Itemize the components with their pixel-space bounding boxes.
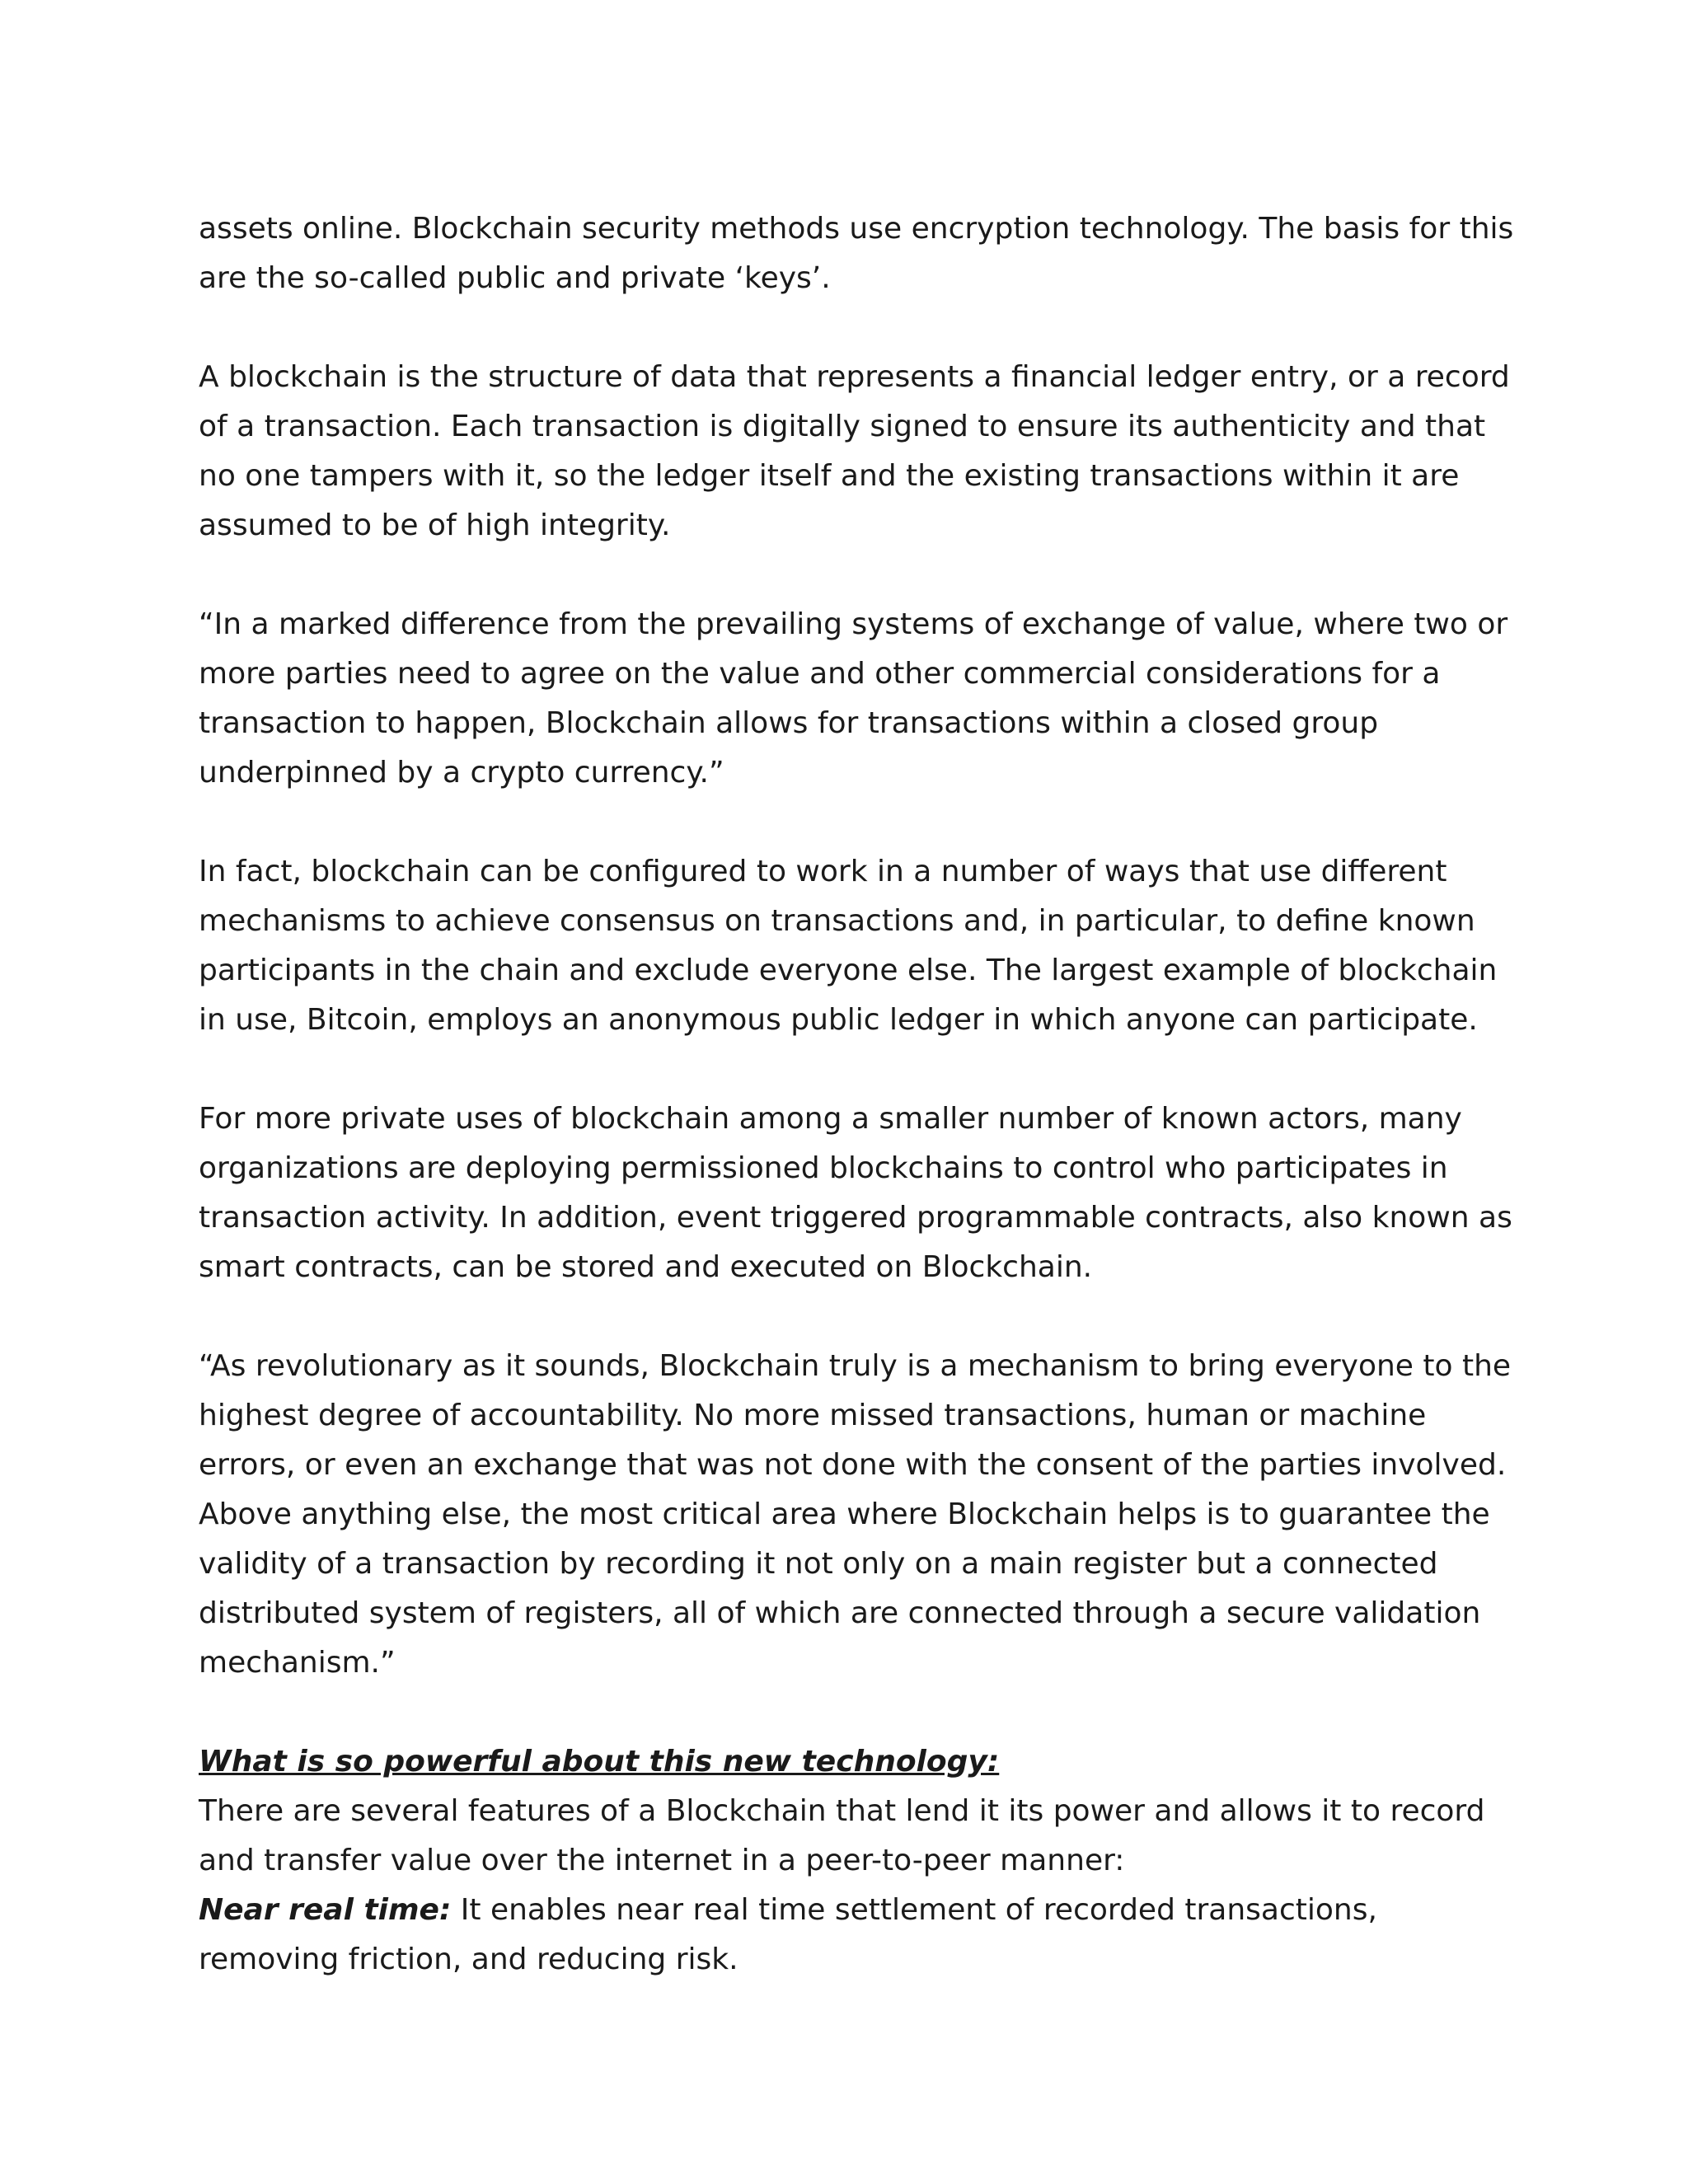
feature-near-real-time: [199, 1886, 1517, 1985]
document-body: [199, 204, 1517, 1985]
feature-label: Near real time:: [199, 1893, 452, 1927]
paragraph-keys: assets online. Blockchain security methods use encryption technology. The basis for this are the so-called public and private ‘keys’.: [199, 212, 1514, 295]
paragraph-consensus: In fact, blockchain can be configured to work in a number of ways that use different mechanisms to achieve consensus on transactions and, in particular, to define known participants in the chain and exclude everyone else. The largest example of blockchain in use, Bitcoin, employs an anonymous public ledger in which anyone can participate.: [199, 855, 1498, 1037]
section-intro: There are several features of a Blockchain that lend it its power and allows it to record and transfer value over the internet in a peer-to-peer manner:: [199, 1794, 1485, 1877]
paragraph-permissioned: For more private uses of blockchain among a smaller number of known actors, many organizations are deploying permissioned blockchains to control who participates in transaction activity. In addition, event triggered programmable contracts, also known as smart contracts, can be stored and executed on Blockchain.: [199, 1102, 1512, 1284]
paragraph-quote-accountability: “As revolutionary as it sounds, Blockchain truly is a mechanism to bring everyone to the highest degree of accountability. No more missed transactions, human or machine errors, or even an exchange that was not done with the consent of the parties involved. Above anything else, the most critical area where Blockchain helps is to guarantee the validity of a transaction by recording it not only on a main register but a connected distributed system of registers, all of which are connected through a secure validation mechanism.”: [199, 1349, 1512, 1680]
paragraph-quote-exchange: “In a marked difference from the prevailing systems of exchange of value, where two or more parties need to agree on the value and other commercial considerations for a transaction to happen, Blockchain allows for transactions within a closed group underpinned by a crypto currency.”: [199, 607, 1508, 790]
paragraph-blockchain-definition: A blockchain is the structure of data that represents a financial ledger entry, or a record of a transaction. Each transaction is digitally signed to ensure its authenticity and that no one tampers with it, so the ledger itself and the existing transactions within it are assumed to be of high integrity.: [199, 360, 1510, 542]
section-heading: What is so powerful about this new technology:: [199, 1745, 1000, 1779]
feature-text: It enables near real time settlement of recorded transactions, removing friction, and reducing risk.: [199, 1893, 1377, 1976]
